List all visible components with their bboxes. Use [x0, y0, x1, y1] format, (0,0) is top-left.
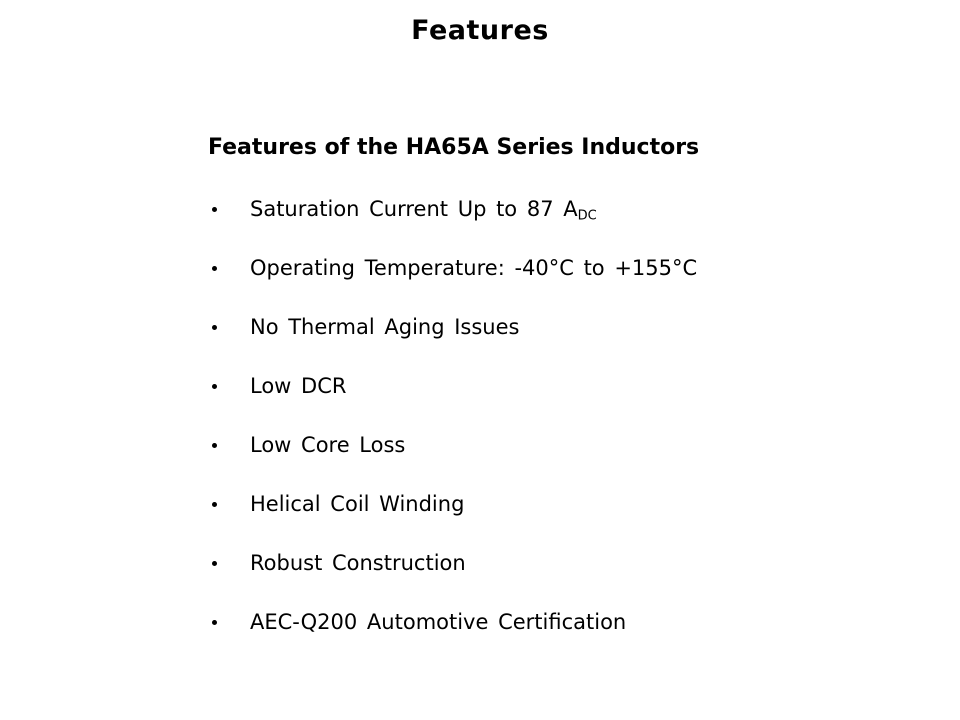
list-item [208, 313, 900, 341]
feature-text: AEC-Q200 Automotive Certification [250, 610, 627, 634]
bullet-icon [212, 620, 217, 625]
slide-content [208, 135, 900, 636]
features-heading: Features of the HA65A Series Inductors [208, 135, 700, 160]
bullet-icon [212, 443, 217, 448]
feature-text: No Thermal Aging Issues [250, 315, 520, 339]
feature-text-main: Saturation Current Up to 87 A [250, 197, 578, 221]
feature-text-subscript: DC [577, 208, 597, 224]
list-item [208, 431, 900, 459]
feature-text: Helical Coil Winding [250, 492, 465, 516]
list-item [208, 490, 900, 518]
feature-text: Robust Construction [250, 551, 466, 575]
bullet-icon [212, 325, 217, 330]
bullet-icon [212, 266, 217, 271]
list-item [208, 195, 900, 223]
feature-text: Operating Temperature: -40°C to +155°C [250, 256, 698, 280]
feature-text: Low DCR [250, 374, 347, 398]
bullet-icon [212, 384, 217, 389]
bullet-icon [212, 207, 217, 212]
bullet-icon [212, 561, 217, 566]
bullet-icon [212, 502, 217, 507]
feature-text: Low Core Loss [250, 433, 406, 457]
feature-list [208, 195, 900, 636]
list-item [208, 549, 900, 577]
feature-text [250, 195, 597, 223]
page-title: Features [411, 15, 549, 46]
list-item [208, 608, 900, 636]
list-item [208, 254, 900, 282]
list-item [208, 372, 900, 400]
